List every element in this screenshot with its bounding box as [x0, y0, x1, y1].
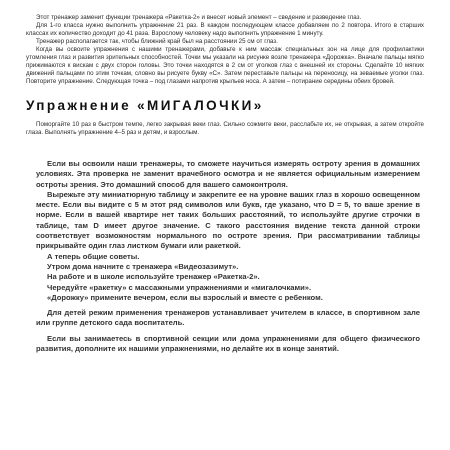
exercise-section [26, 121, 424, 137]
exercise-heading: Упражнение «МИГАЛОЧКИ» [26, 98, 264, 113]
paragraph: Утром дома начните с тренажера «Видеозазимут». [47, 261, 239, 271]
paragraph: Чередуйте «ракетку» с массажными упражнениями и «мигалочками». [47, 282, 312, 292]
paragraph: «Дорожку» примените вечером, если вы взрослый и вместе с ребенком. [47, 292, 323, 302]
paragraph: Если вы занимаетесь в спортивной секции или дома упражнениями для общего физического развития, дополните их нашими упражнениями, но делайте их в конце занятий. [36, 333, 420, 354]
paragraph: Поморгайте 10 раз в быстром темпе, легко закрывая веки глаз. Сильно сожмите веки, расслабьте их, не открывая, а затем откройте глаза. Выполнять упражнение 4–5 раз и детям, и взрослым. [26, 121, 424, 136]
advice-section [26, 159, 424, 354]
paragraph: На работе и в школе используйте тренажер «Ракетка-2». [47, 272, 260, 282]
paragraph: Этот тренажер заменит функции тренажера «Ракетка-2» и внесет новый элемент – сведение и разведение глаз. [36, 14, 362, 21]
paragraph: Тренажер располагается так, чтобы ближний край был на расстоянии 25 см от глаз. [36, 38, 278, 45]
intro-section [26, 14, 424, 86]
paragraph: Для 1-го класса нужно выполнить упражнение 21 раз. В каждом последующем классе добавляем по 2 повтора. Итого в старших классах их количество доходит до 41 раза. Взрослому человеку надо выполнить упражнение 1 минуту. [26, 22, 424, 37]
paragraph: Если вы освоили наши тренажеры, то сможете научиться измерять остроту зрения в домашних условиях. Эта проверка не заменит врачебного осмотра и не является официальным измерением остроты зрения. Это домашний способ для вашего самоконтроля. [36, 159, 420, 189]
paragraph: А теперь общие советы. [47, 251, 140, 261]
paragraph: Для детей режим применения тренажеров устанавливает учителем в классе, в спортивном зале или группе детского сада воспитатель. [36, 308, 420, 328]
paragraph: Вырежьте эту миниатюрную таблицу и закрепите ее на уровне ваших глаз в хорошо освещенном месте. Если вы видите с 5 м этот ряд символов или букв, где указано, что D = 5, то ваше зрение в норме. Если в вашей квартире нет таких больших расстояний, то используйте другие строчки в таблице, там D имеет другое значение. С такого расстояния видение текста данной строки соответствует возможностям нормального по остроте зрения. При рассматривании таблицы прикрывайте один глаз листком бумаги или ракеткой. [36, 189, 420, 251]
paragraph: Когда вы освоите упражнения с нашими тренажерами, добавьте к ним массаж специальных зон на лице для профилактики утомления глаз и развития зрительных способностей. Точки мы указали на рисунке возле тренажера «Дорожка». Вначале пальцы мягко прижимаются к вискам с двух сторон головы. Это точки находятся в 2 см от уголков глаз с внешней их стороны. Сделайте 10 мягких движений пальцами по этим точкам, словно вы рисуете букву «С». Затем переставьте пальцы на переносицу, на зеваемые уголки глаз. Повторите упражнение. Следующая точка – под глазами напротив крыльев носа. А затем – потирание середины обеих бровей. [26, 46, 424, 85]
